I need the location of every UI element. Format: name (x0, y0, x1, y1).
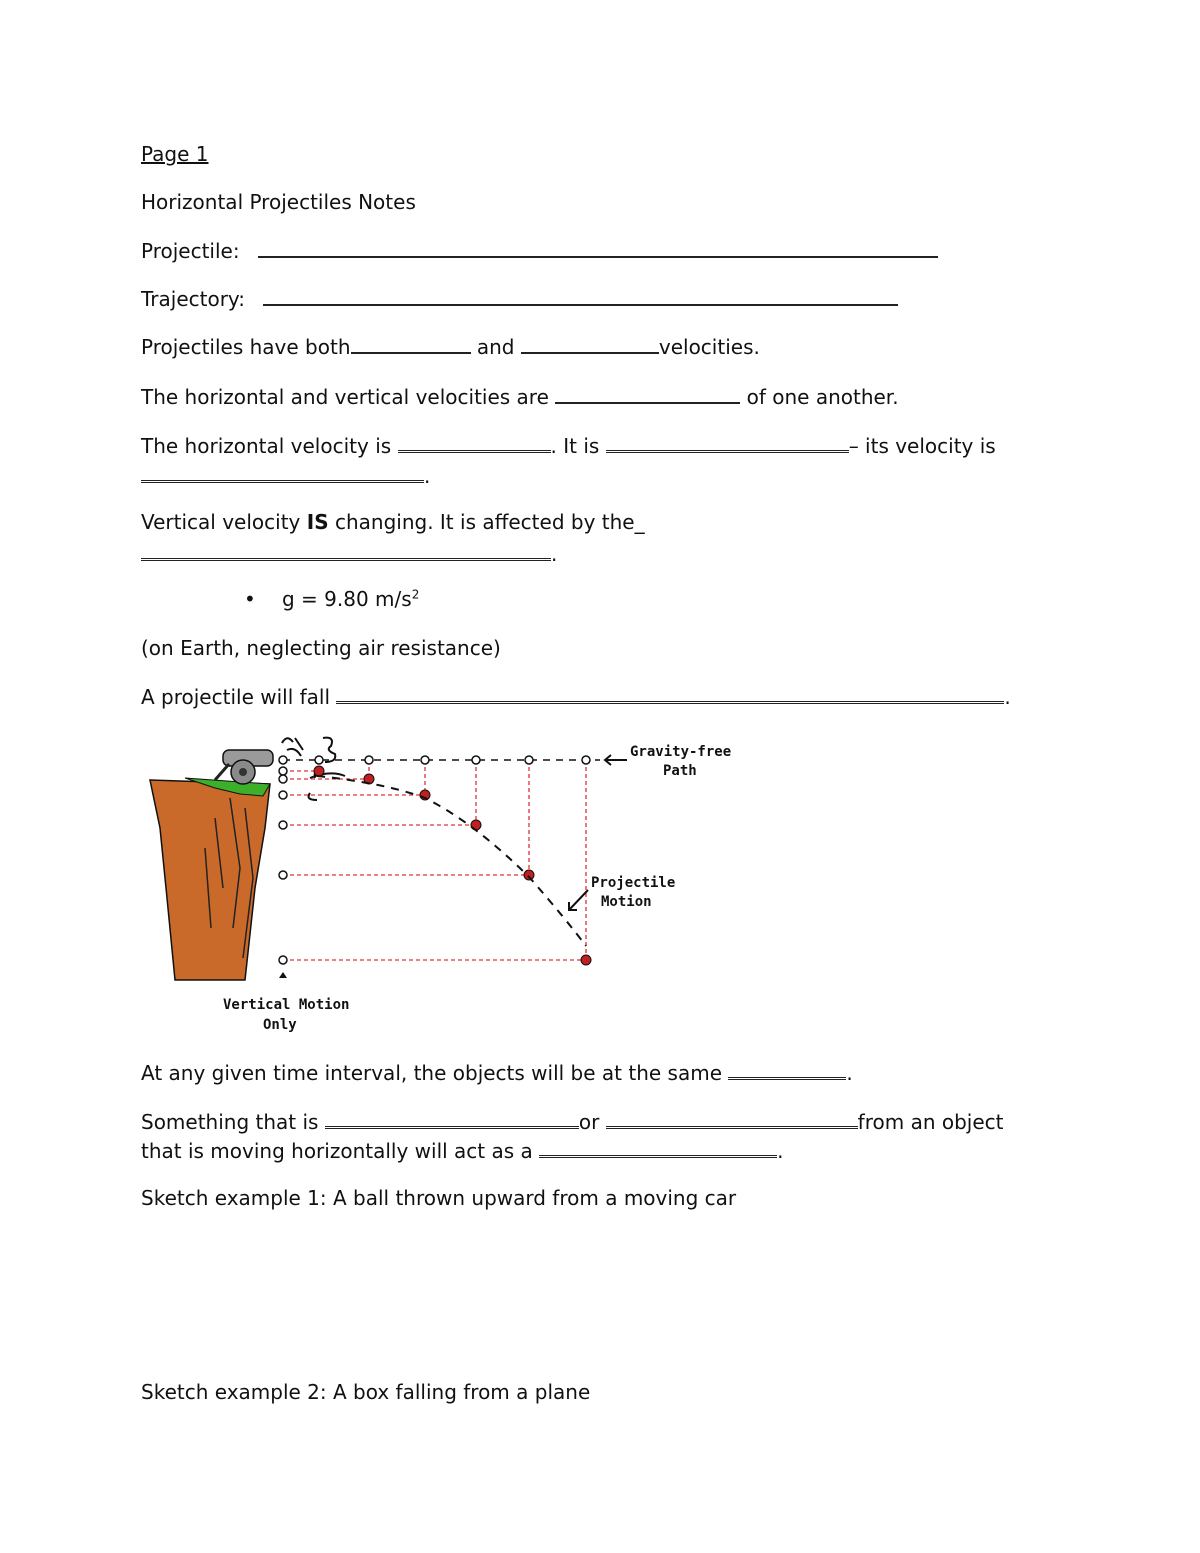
something-text-a: Something that is (141, 1110, 319, 1134)
label-motion: Motion (601, 894, 652, 910)
independent-line (141, 384, 899, 410)
g-value-line (282, 586, 419, 612)
something-blank-1[interactable] (325, 1108, 579, 1129)
vertical-motion-dot (279, 775, 287, 783)
something-text-b: or (578, 1110, 600, 1134)
projectile-dot (524, 870, 534, 880)
horiz-blank-3[interactable] (141, 462, 424, 483)
horizontal-velocity-line-2 (141, 462, 430, 489)
label-vertical-motion: Vertical Motion (223, 997, 350, 1013)
gravity-free-dot (472, 756, 480, 764)
something-end: . (777, 1139, 784, 1163)
interval-end: . (846, 1061, 853, 1085)
both-text-c: velocities. (658, 335, 760, 359)
indep-text-b: of one another. (746, 385, 899, 409)
vertical-motion-dot (279, 821, 287, 829)
horiz-end: . (424, 464, 431, 488)
vert-blank[interactable] (141, 540, 551, 561)
both-text-b: and (476, 335, 515, 359)
projectile-arrow-icon (569, 890, 588, 910)
gravity-arrow-icon (605, 755, 627, 765)
vertical-velocity-line-2 (141, 540, 557, 567)
indep-text-a: The horizontal and vertical velocities are (141, 385, 549, 409)
earth-note: (on Earth, neglecting air resistance) (141, 636, 501, 660)
page-label: Page 1 (141, 142, 209, 166)
vert-text-a: Vertical velocity (141, 510, 307, 534)
vertical-velocity-line (141, 509, 645, 535)
both-blank-1[interactable] (351, 334, 471, 354)
motion-dots (279, 756, 591, 965)
something-text-d: that is moving horizontally will act as a (141, 1139, 533, 1163)
vertical-motion-dot (279, 871, 287, 879)
interval-blank[interactable] (728, 1059, 846, 1080)
interval-text: At any given time interval, the objects will be at the same (141, 1061, 723, 1085)
something-line (141, 1108, 1004, 1135)
g-bullet: • (244, 587, 256, 611)
projectile-blank[interactable] (258, 238, 938, 258)
vert-bold: IS (306, 510, 329, 534)
g-exponent: 2 (411, 587, 420, 602)
vert-text-b: changing. It is affected by the_ (328, 510, 645, 534)
fall-blank[interactable] (336, 683, 1004, 704)
cannon-icon (215, 750, 273, 784)
page-title: Horizontal Projectiles Notes (141, 190, 416, 214)
sketch-example-1: Sketch example 1: A ball thrown upward from a moving car (141, 1186, 737, 1210)
something-line-2 (141, 1137, 784, 1164)
projectile-line (141, 238, 938, 264)
both-velocities-line (141, 334, 760, 360)
guide-lines (283, 760, 600, 960)
trajectory-label: Trajectory: (141, 287, 246, 311)
something-text-c: from an object (857, 1110, 1004, 1134)
fall-text: A projectile will fall (141, 685, 331, 709)
indep-blank[interactable] (555, 384, 740, 404)
both-blank-2[interactable] (521, 334, 659, 354)
projectile-dot (581, 955, 591, 965)
label-projectile: Projectile (591, 875, 676, 891)
horiz-text-c: – its velocity is (848, 434, 996, 458)
g-value: g = 9.80 m/s (282, 587, 412, 611)
trajectory-line (141, 286, 898, 312)
interval-line (141, 1059, 853, 1086)
something-blank-3[interactable] (539, 1137, 777, 1158)
vertical-motion-dot (279, 956, 287, 964)
horizontal-velocity-line (141, 432, 996, 459)
projectile-figure (145, 728, 745, 1038)
horiz-text-a: The horizontal velocity is (141, 434, 392, 458)
horiz-text-b: . It is (550, 434, 600, 458)
label-path: Path (663, 763, 697, 779)
projectile-path (317, 776, 586, 946)
horiz-blank-2[interactable] (606, 432, 849, 453)
gravity-free-dot (315, 756, 323, 764)
vertical-motion-dot (279, 756, 287, 764)
fall-line (141, 683, 1011, 710)
sketch-example-2: Sketch example 2: A box falling from a plane (141, 1380, 591, 1404)
projectile-dot (314, 766, 324, 776)
vertical-arrow-icon (279, 972, 287, 978)
fall-end: . (1004, 685, 1011, 709)
both-text-a: Projectiles have both (141, 335, 351, 359)
handwriting-scribble (282, 738, 345, 800)
vertical-motion-dot (279, 791, 287, 799)
vert-end: . (551, 542, 558, 566)
gravity-free-dot (525, 756, 533, 764)
label-only: Only (263, 1017, 297, 1033)
something-blank-2[interactable] (606, 1108, 858, 1129)
gravity-free-dot (421, 756, 429, 764)
trajectory-blank[interactable] (263, 286, 898, 306)
gravity-free-dot (365, 756, 373, 764)
projectile-label: Projectile: (141, 239, 240, 263)
gravity-free-dot (582, 756, 590, 764)
vertical-motion-dot (279, 767, 287, 775)
label-gravity-free: Gravity-free (630, 744, 732, 760)
horiz-blank-1[interactable] (398, 432, 551, 453)
